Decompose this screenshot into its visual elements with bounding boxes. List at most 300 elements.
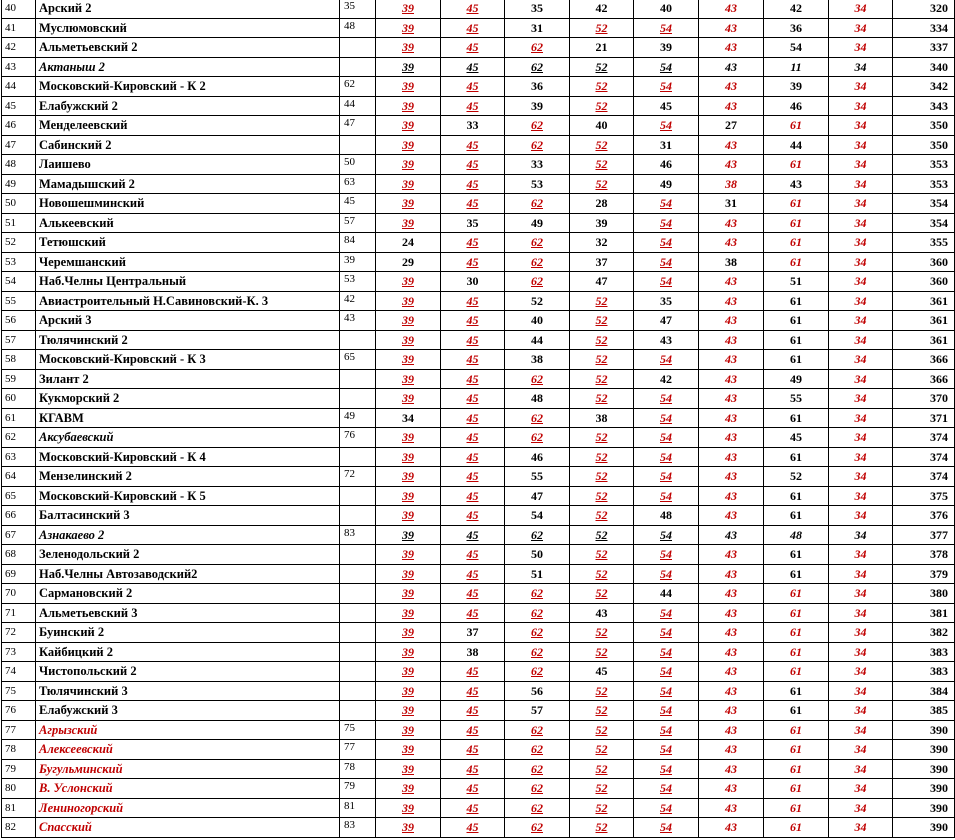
row-number-cell: 61 (2, 408, 36, 428)
name-cell: Альметьевский 3 (36, 603, 340, 623)
total-cell: 390 (893, 818, 955, 838)
total-cell: 370 (893, 389, 955, 409)
total-cell: 377 (893, 525, 955, 545)
score-cell: 39 (376, 642, 441, 662)
row-number-cell: 65 (2, 486, 36, 506)
table-row (2, 818, 955, 838)
score-cell: 38 (441, 642, 505, 662)
score-cell: 52 (570, 155, 634, 175)
score-cell: 34 (829, 720, 893, 740)
score-cell: 61 (764, 603, 829, 623)
row-number-cell: 69 (2, 564, 36, 584)
score-cell: 45 (441, 545, 505, 565)
score-cell: 38 (570, 408, 634, 428)
score-cell: 62 (505, 408, 570, 428)
score-cell: 61 (764, 779, 829, 799)
score-cell: 34 (829, 252, 893, 272)
total-cell: 354 (893, 213, 955, 233)
score-cell: 45 (441, 447, 505, 467)
weight-cell (340, 506, 376, 526)
total-cell: 381 (893, 603, 955, 623)
score-cell: 55 (764, 389, 829, 409)
score-cell: 52 (570, 330, 634, 350)
name-cell: Московский-Кировский - К 2 (36, 77, 340, 97)
weight-cell: 78 (340, 759, 376, 779)
score-cell: 34 (829, 779, 893, 799)
weight-cell (340, 603, 376, 623)
score-cell: 51 (764, 272, 829, 292)
table-row (2, 740, 955, 760)
score-cell: 32 (570, 233, 634, 253)
score-cell: 34 (829, 350, 893, 370)
weight-cell: 45 (340, 194, 376, 214)
score-cell: 34 (829, 798, 893, 818)
score-cell: 45 (441, 135, 505, 155)
table-row (2, 174, 955, 194)
table-row (2, 96, 955, 116)
score-cell: 52 (764, 467, 829, 487)
name-cell: Альметьевский 2 (36, 38, 340, 58)
score-cell: 61 (764, 701, 829, 721)
total-cell: 384 (893, 681, 955, 701)
score-cell: 54 (634, 428, 699, 448)
score-cell: 34 (829, 740, 893, 760)
score-cell: 52 (570, 818, 634, 838)
score-cell: 61 (764, 408, 829, 428)
table-row (2, 18, 955, 38)
table-row (2, 545, 955, 565)
score-cell: 39 (376, 467, 441, 487)
score-cell: 61 (764, 720, 829, 740)
table-row (2, 584, 955, 604)
name-cell: Новошешминский (36, 194, 340, 214)
score-cell: 43 (699, 233, 764, 253)
score-cell: 62 (505, 233, 570, 253)
total-cell: 361 (893, 311, 955, 331)
score-cell: 54 (634, 681, 699, 701)
score-cell: 37 (570, 252, 634, 272)
row-number-cell: 70 (2, 584, 36, 604)
score-cell: 45 (441, 779, 505, 799)
score-cell: 61 (764, 155, 829, 175)
score-cell: 51 (505, 564, 570, 584)
name-cell: Лениногорский (36, 798, 340, 818)
weight-cell: 84 (340, 233, 376, 253)
score-cell: 39 (376, 720, 441, 740)
score-cell: 53 (505, 174, 570, 194)
score-cell: 36 (764, 18, 829, 38)
score-cell: 61 (764, 330, 829, 350)
score-cell: 34 (829, 506, 893, 526)
table-row (2, 233, 955, 253)
score-cell: 39 (376, 506, 441, 526)
row-number-cell: 67 (2, 525, 36, 545)
score-cell: 45 (441, 564, 505, 584)
score-cell: 62 (505, 194, 570, 214)
score-cell: 11 (764, 57, 829, 77)
score-cell: 52 (570, 564, 634, 584)
score-cell: 52 (570, 96, 634, 116)
score-cell: 54 (764, 38, 829, 58)
score-cell: 39 (376, 291, 441, 311)
name-cell: Тетюшский (36, 233, 340, 253)
table-row (2, 681, 955, 701)
score-cell: 43 (699, 408, 764, 428)
score-cell: 45 (441, 291, 505, 311)
score-cell: 62 (505, 759, 570, 779)
name-cell: Кукморский 2 (36, 389, 340, 409)
score-cell: 39 (376, 798, 441, 818)
score-cell: 39 (376, 486, 441, 506)
score-cell: 61 (764, 311, 829, 331)
row-number-cell: 64 (2, 467, 36, 487)
score-cell: 39 (764, 77, 829, 97)
weight-cell: 83 (340, 525, 376, 545)
row-number-cell: 62 (2, 428, 36, 448)
score-cell: 43 (699, 623, 764, 643)
score-cell: 36 (505, 77, 570, 97)
weight-cell (340, 564, 376, 584)
name-cell: Азнакаево 2 (36, 525, 340, 545)
score-cell: 34 (829, 564, 893, 584)
score-cell: 45 (441, 506, 505, 526)
score-cell: 54 (634, 623, 699, 643)
table-row (2, 330, 955, 350)
score-cell: 54 (634, 213, 699, 233)
row-number-cell: 46 (2, 116, 36, 136)
score-cell: 52 (570, 77, 634, 97)
score-cell: 54 (634, 18, 699, 38)
row-number-cell: 66 (2, 506, 36, 526)
table-row (2, 272, 955, 292)
score-cell: 62 (505, 662, 570, 682)
score-cell: 39 (376, 428, 441, 448)
weight-cell: 62 (340, 77, 376, 97)
score-cell: 54 (634, 779, 699, 799)
total-cell: 382 (893, 623, 955, 643)
score-cell: 34 (829, 96, 893, 116)
total-cell: 390 (893, 759, 955, 779)
score-cell: 61 (764, 447, 829, 467)
weight-cell (340, 135, 376, 155)
score-cell: 27 (699, 116, 764, 136)
weight-cell: 43 (340, 311, 376, 331)
score-cell: 54 (634, 740, 699, 760)
table-row (2, 603, 955, 623)
score-cell: 47 (570, 272, 634, 292)
name-cell: Актаныш 2 (36, 57, 340, 77)
score-cell: 52 (570, 389, 634, 409)
score-cell: 43 (699, 428, 764, 448)
score-cell: 52 (570, 584, 634, 604)
row-number-cell: 45 (2, 96, 36, 116)
score-cell: 43 (699, 720, 764, 740)
table-row (2, 194, 955, 214)
table-row (2, 252, 955, 272)
score-cell: 45 (634, 96, 699, 116)
score-cell: 52 (570, 720, 634, 740)
name-cell: Наб.Челны Центральный (36, 272, 340, 292)
table-row (2, 759, 955, 779)
score-cell: 52 (570, 545, 634, 565)
weight-cell (340, 584, 376, 604)
score-cell: 43 (570, 603, 634, 623)
score-cell: 52 (570, 428, 634, 448)
table-row (2, 506, 955, 526)
score-cell: 45 (441, 584, 505, 604)
score-cell: 45 (441, 252, 505, 272)
name-cell: Арский 3 (36, 311, 340, 331)
row-number-cell: 51 (2, 213, 36, 233)
total-cell: 383 (893, 642, 955, 662)
score-cell: 54 (634, 272, 699, 292)
total-cell: 350 (893, 135, 955, 155)
name-cell: КГАВМ (36, 408, 340, 428)
table-row (2, 0, 955, 18)
score-cell: 61 (764, 213, 829, 233)
weight-cell: 35 (340, 0, 376, 18)
name-cell: Муслюмовский (36, 18, 340, 38)
table-row (2, 642, 955, 662)
score-cell: 61 (764, 681, 829, 701)
score-cell: 52 (570, 467, 634, 487)
score-cell: 45 (441, 155, 505, 175)
total-cell: 374 (893, 467, 955, 487)
weight-cell: 47 (340, 116, 376, 136)
score-cell: 52 (570, 486, 634, 506)
row-number-cell: 48 (2, 155, 36, 175)
score-cell: 34 (829, 311, 893, 331)
table-body (2, 0, 955, 837)
table-row (2, 213, 955, 233)
score-cell: 54 (634, 194, 699, 214)
score-cell: 62 (505, 135, 570, 155)
score-cell: 39 (634, 38, 699, 58)
score-cell: 48 (505, 389, 570, 409)
score-cell: 45 (441, 486, 505, 506)
score-cell: 62 (505, 642, 570, 662)
name-cell: Елабужский 3 (36, 701, 340, 721)
weight-cell: 76 (340, 428, 376, 448)
score-cell: 39 (376, 194, 441, 214)
name-cell: Зеленодольский 2 (36, 545, 340, 565)
name-cell: Алексеевский (36, 740, 340, 760)
score-cell: 34 (829, 116, 893, 136)
name-cell: Мамадышский 2 (36, 174, 340, 194)
score-cell: 31 (505, 18, 570, 38)
score-cell: 61 (764, 740, 829, 760)
total-cell: 340 (893, 57, 955, 77)
score-cell: 62 (505, 38, 570, 58)
score-cell: 43 (699, 272, 764, 292)
total-cell: 354 (893, 194, 955, 214)
score-cell: 62 (505, 603, 570, 623)
score-cell: 43 (699, 155, 764, 175)
row-number-cell: 75 (2, 681, 36, 701)
row-number-cell: 63 (2, 447, 36, 467)
score-cell: 34 (829, 681, 893, 701)
score-cell: 43 (699, 525, 764, 545)
name-cell: Московский-Кировский - К 5 (36, 486, 340, 506)
score-cell: 24 (376, 233, 441, 253)
score-cell: 34 (829, 447, 893, 467)
score-cell: 52 (570, 135, 634, 155)
score-cell: 62 (505, 720, 570, 740)
total-cell: 375 (893, 486, 955, 506)
table-row (2, 720, 955, 740)
row-number-cell: 68 (2, 545, 36, 565)
score-cell: 39 (376, 740, 441, 760)
score-cell: 39 (376, 116, 441, 136)
table-row (2, 623, 955, 643)
score-cell: 52 (570, 701, 634, 721)
score-cell: 52 (505, 291, 570, 311)
score-cell: 39 (376, 77, 441, 97)
score-cell: 47 (634, 311, 699, 331)
score-cell: 54 (634, 447, 699, 467)
name-cell: Менделеевский (36, 116, 340, 136)
score-cell: 39 (376, 272, 441, 292)
name-cell: Московский-Кировский - К 4 (36, 447, 340, 467)
score-cell: 45 (441, 681, 505, 701)
score-cell: 54 (634, 408, 699, 428)
score-cell: 54 (634, 818, 699, 838)
total-cell: 374 (893, 447, 955, 467)
total-cell: 385 (893, 701, 955, 721)
score-cell: 42 (570, 0, 634, 18)
score-cell: 43 (699, 38, 764, 58)
weight-cell (340, 545, 376, 565)
weight-cell (340, 623, 376, 643)
score-cell: 45 (441, 369, 505, 389)
score-cell: 43 (699, 96, 764, 116)
name-cell: Тюлячинский 2 (36, 330, 340, 350)
score-cell: 54 (634, 603, 699, 623)
weight-cell (340, 662, 376, 682)
score-cell: 34 (829, 408, 893, 428)
weight-cell (340, 330, 376, 350)
score-cell: 21 (570, 38, 634, 58)
score-cell: 45 (441, 818, 505, 838)
score-cell: 30 (441, 272, 505, 292)
total-cell: 380 (893, 584, 955, 604)
score-cell: 45 (570, 662, 634, 682)
score-cell: 52 (570, 57, 634, 77)
row-number-cell: 58 (2, 350, 36, 370)
table-row (2, 135, 955, 155)
score-cell: 34 (829, 213, 893, 233)
score-cell: 37 (441, 623, 505, 643)
weight-cell: 39 (340, 252, 376, 272)
row-number-cell: 59 (2, 369, 36, 389)
score-cell: 34 (829, 486, 893, 506)
score-cell: 48 (634, 506, 699, 526)
name-cell: Бугульминский (36, 759, 340, 779)
score-cell: 43 (699, 135, 764, 155)
table-row (2, 155, 955, 175)
score-cell: 54 (634, 545, 699, 565)
name-cell: Сармановский 2 (36, 584, 340, 604)
total-cell: 320 (893, 0, 955, 18)
score-cell: 52 (570, 311, 634, 331)
table-row (2, 525, 955, 545)
score-cell: 45 (441, 525, 505, 545)
score-cell: 52 (570, 798, 634, 818)
score-cell: 45 (441, 603, 505, 623)
score-cell: 43 (699, 506, 764, 526)
score-cell: 34 (829, 77, 893, 97)
score-cell: 42 (634, 369, 699, 389)
score-cell: 34 (829, 291, 893, 311)
score-cell: 40 (505, 311, 570, 331)
score-cell: 43 (699, 818, 764, 838)
score-cell: 34 (829, 818, 893, 838)
row-number-cell: 56 (2, 311, 36, 331)
score-cell: 54 (634, 467, 699, 487)
weight-cell (340, 38, 376, 58)
score-cell: 54 (634, 77, 699, 97)
row-number-cell: 76 (2, 701, 36, 721)
score-cell: 54 (634, 350, 699, 370)
score-cell: 49 (764, 369, 829, 389)
score-cell: 62 (505, 818, 570, 838)
score-cell: 39 (376, 545, 441, 565)
weight-cell: 49 (340, 408, 376, 428)
score-cell: 62 (505, 272, 570, 292)
weight-cell: 50 (340, 155, 376, 175)
score-cell: 45 (441, 57, 505, 77)
score-cell: 45 (441, 759, 505, 779)
score-cell: 34 (829, 0, 893, 18)
row-number-cell: 40 (2, 0, 36, 18)
score-cell: 43 (699, 662, 764, 682)
name-cell: Чистопольский 2 (36, 662, 340, 682)
score-cell: 54 (634, 642, 699, 662)
score-cell: 43 (699, 603, 764, 623)
score-cell: 43 (699, 213, 764, 233)
score-cell: 43 (699, 545, 764, 565)
name-cell: Буинский 2 (36, 623, 340, 643)
score-cell: 45 (764, 428, 829, 448)
score-cell: 54 (634, 57, 699, 77)
weight-cell: 65 (340, 350, 376, 370)
score-cell: 34 (829, 525, 893, 545)
total-cell: 350 (893, 116, 955, 136)
score-cell: 39 (376, 350, 441, 370)
weight-cell (340, 681, 376, 701)
score-cell: 62 (505, 116, 570, 136)
score-cell: 52 (570, 174, 634, 194)
total-cell: 390 (893, 720, 955, 740)
score-cell: 43 (699, 759, 764, 779)
score-cell: 40 (634, 0, 699, 18)
score-cell: 34 (829, 701, 893, 721)
total-cell: 376 (893, 506, 955, 526)
score-cell: 43 (699, 57, 764, 77)
total-cell: 366 (893, 369, 955, 389)
score-cell: 61 (764, 291, 829, 311)
score-cell: 43 (699, 584, 764, 604)
score-cell: 45 (441, 467, 505, 487)
score-cell: 44 (764, 135, 829, 155)
table-row (2, 779, 955, 799)
name-cell: Авиастроительный Н.Савиновский-К. 3 (36, 291, 340, 311)
score-cell: 39 (376, 525, 441, 545)
weight-cell: 48 (340, 18, 376, 38)
score-cell: 39 (505, 96, 570, 116)
total-cell: 383 (893, 662, 955, 682)
score-cell: 34 (829, 603, 893, 623)
